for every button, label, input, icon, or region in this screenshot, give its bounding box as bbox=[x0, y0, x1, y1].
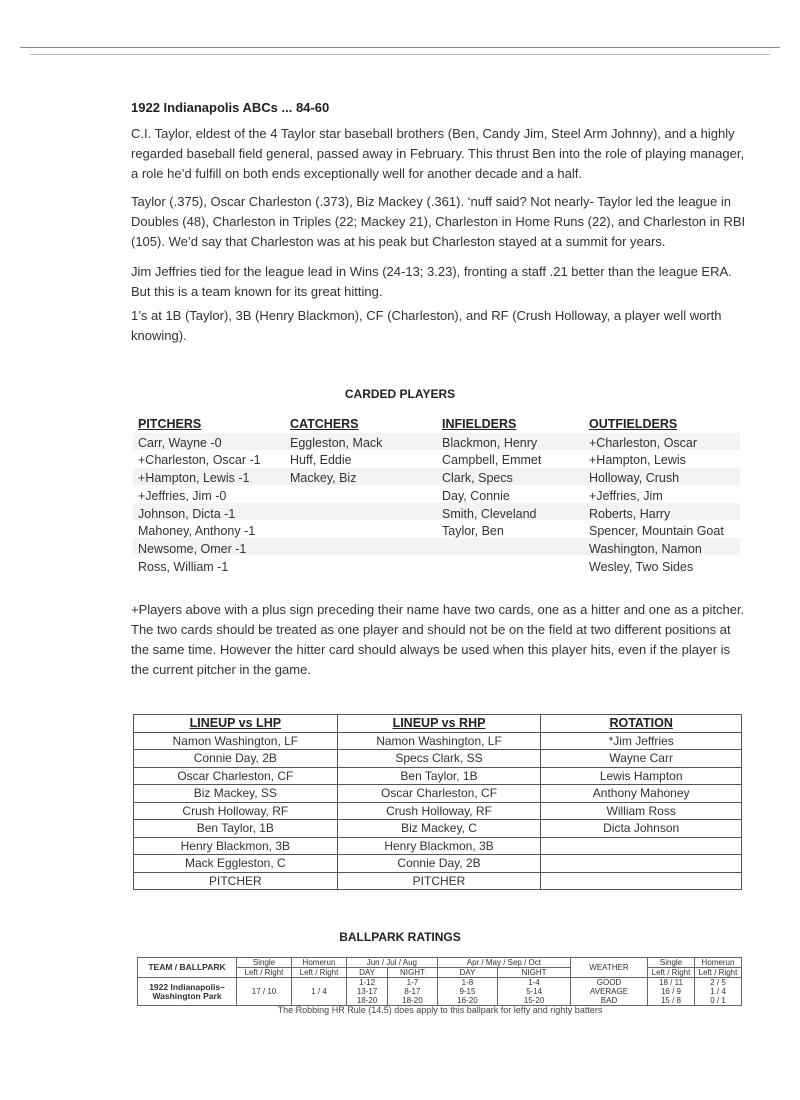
outfielder-item: Spencer, Mountain Goat bbox=[589, 524, 724, 539]
catchers-header: CATCHERS bbox=[290, 417, 359, 431]
table-row bbox=[134, 820, 742, 838]
outfielder-item: Washington, Namon bbox=[589, 541, 702, 556]
range-value: 18-20 bbox=[356, 996, 378, 1005]
lineup-lhp-header: LINEUP vs LHP bbox=[134, 715, 338, 733]
ballpark-table bbox=[137, 957, 742, 1006]
table-row bbox=[134, 767, 742, 785]
amso-header: Apr / May / Sep / Oct bbox=[437, 958, 570, 968]
plus-sign-note: +Players above with a plus sign preceding their name have two cards, one as a hitter and one as a pitcher. The two cards should be treated as one player and should not be on the field at two different positions at the same time. However the hitter card should always be used when this player hits, even if the player is the current pitcher in the game. bbox=[131, 602, 745, 677]
amso-night-values bbox=[498, 978, 571, 1006]
pitcher-item: +Jeffries, Jim -0 bbox=[138, 488, 227, 503]
infielders-column bbox=[442, 416, 541, 541]
rhp-cell: Ben Taylor, 1B bbox=[337, 767, 541, 785]
single-value: 17 / 10 bbox=[237, 978, 292, 1006]
rotation-cell: Wayne Carr bbox=[541, 750, 742, 768]
range-value: 16-20 bbox=[457, 996, 478, 1005]
intro-paragraph-1: C.I. Taylor, eldest of the 4 Taylor star baseball brothers (Ben, Candy Jim, Steel Arm Johnny), and a highly regarded baseball field general, passed away in February. This thrust Ben into the role of playing manager, a role he’d fulfill on both ends exceptionally well for another decade and a half. bbox=[131, 126, 745, 181]
range-value: 13-17 bbox=[356, 987, 378, 996]
rhp-cell: Henry Blackmon, 3B bbox=[337, 837, 541, 855]
weather-homerun-value: 0 / 1 bbox=[710, 996, 726, 1005]
intro-paragraph-2: Taylor (.375), Oscar Charleston (.373), Biz Mackey (.361). ‘nuff said? Not nearly- Taylor led the league in Doubles (48), Charleston in Triples (22; Mackey 21), Charleston in Home Runs (22), and Charleston in RBI (105). We’d say that Charleston was at his peak but Charleston stayed at a summit for years. bbox=[131, 194, 746, 249]
team-ballpark-header: TEAM / BALLPARK bbox=[138, 958, 237, 978]
weather-single-value: 18 / 11 bbox=[659, 978, 683, 987]
weather-value: AVERAGE bbox=[589, 987, 629, 996]
table-row bbox=[134, 855, 742, 873]
lhp-cell: Oscar Charleston, CF bbox=[134, 767, 338, 785]
weather-single-value: 15 / 8 bbox=[660, 996, 681, 1005]
homerun-value: 1 / 4 bbox=[292, 978, 347, 1006]
lhp-cell: Ben Taylor, 1B bbox=[134, 820, 338, 838]
infielder-item: Taylor, Ben bbox=[442, 524, 504, 539]
weather-homerun-value: 1 / 4 bbox=[710, 987, 726, 996]
outfielder-item: Roberts, Harry bbox=[589, 506, 671, 521]
rotation-cell: Anthony Mahoney bbox=[541, 785, 742, 803]
robbing-hr-footnote: The Robbing HR Rule (14.5) does apply to this ballpark for lefty and righty batters bbox=[277, 1005, 603, 1015]
rhp-cell: Crush Holloway, RF bbox=[337, 802, 541, 820]
outfielder-item: +Hampton, Lewis bbox=[589, 453, 686, 468]
range-value: 1-12 bbox=[359, 978, 376, 987]
range-value: 1-7 bbox=[406, 978, 419, 987]
catcher-item: Huff, Eddie bbox=[290, 453, 352, 468]
weather-homerun-values bbox=[695, 978, 742, 1006]
table-row bbox=[134, 802, 742, 820]
rotation-cell: *Jim Jeffries bbox=[541, 732, 742, 750]
outfielders-header: OUTFIELDERS bbox=[589, 417, 678, 431]
weather-header: WEATHER bbox=[571, 958, 648, 978]
catcher-item: Eggleston, Mack bbox=[290, 435, 383, 450]
lhp-cell: PITCHER bbox=[134, 872, 338, 890]
table-row bbox=[134, 732, 742, 750]
rotation-cell bbox=[541, 837, 742, 855]
jja-day-values bbox=[347, 978, 388, 1006]
table-row bbox=[134, 837, 742, 855]
jja-night-values bbox=[388, 978, 438, 1006]
page-title: 1922 Indianapolis ABCs ... 84-60 bbox=[131, 100, 330, 115]
pitcher-item: Ross, William -1 bbox=[138, 559, 229, 574]
range-value: 5-14 bbox=[526, 987, 543, 996]
rotation-cell: William Ross bbox=[541, 802, 742, 820]
jja-night-label: NIGHT bbox=[388, 968, 438, 978]
outfielder-item: +Charleston, Oscar bbox=[589, 435, 698, 450]
lhp-cell: Mack Eggleston, C bbox=[134, 855, 338, 873]
range-value: 1-4 bbox=[528, 978, 540, 987]
rotation-cell bbox=[541, 872, 742, 890]
rhp-cell: PITCHER bbox=[337, 872, 541, 890]
jja-header: Jun / Jul / Aug bbox=[347, 958, 438, 968]
homerun-header: Homerun bbox=[292, 958, 347, 968]
team-name-line-2: Washington Park bbox=[152, 990, 222, 1001]
weather-value: BAD bbox=[600, 996, 618, 1005]
lhp-cell: Namon Washington, LF bbox=[134, 732, 338, 750]
weather-values bbox=[571, 978, 648, 1006]
range-value: 18-20 bbox=[402, 996, 423, 1005]
infielder-item: Blackmon, Henry bbox=[442, 435, 538, 450]
ballpark-header-row bbox=[138, 958, 742, 968]
lhp-cell: Biz Mackey, SS bbox=[134, 785, 338, 803]
weather-single-header: Single bbox=[648, 958, 695, 968]
rotation-cell bbox=[541, 855, 742, 873]
pitcher-item: Newsome, Omer -1 bbox=[138, 541, 247, 556]
homerun-lr-label: Left / Right bbox=[292, 968, 347, 978]
weather-value: GOOD bbox=[596, 978, 622, 987]
amso-day-values bbox=[437, 978, 497, 1006]
top-rule-secondary bbox=[30, 54, 770, 55]
pitcher-item: +Charleston, Oscar -1 bbox=[138, 453, 261, 468]
table-row bbox=[134, 750, 742, 768]
infielder-item: Campbell, Emmet bbox=[442, 453, 542, 468]
intro-paragraph-4: 1’s at 1B (Taylor), 3B (Henry Blackmon), CF (Charleston), and RF (Crush Holloway, a player well worth knowing). bbox=[131, 308, 722, 343]
outfielder-item: Wesley, Two Sides bbox=[589, 559, 694, 574]
rotation-cell: Lewis Hampton bbox=[541, 767, 742, 785]
team-name-cell bbox=[138, 978, 237, 1006]
range-value: 9-15 bbox=[459, 987, 476, 996]
single-header: Single bbox=[237, 958, 292, 968]
single-lr-label: Left / Right bbox=[237, 968, 292, 978]
lineup-rhp-header: LINEUP vs RHP bbox=[337, 715, 541, 733]
range-value: 1-8 bbox=[461, 978, 474, 987]
pitchers-header: PITCHERS bbox=[138, 417, 202, 431]
range-value: 8-17 bbox=[404, 987, 421, 996]
weather-single-values bbox=[648, 978, 695, 1006]
catchers-column bbox=[290, 416, 382, 488]
amso-night-label: NIGHT bbox=[498, 968, 571, 978]
rhp-cell: Biz Mackey, C bbox=[337, 820, 541, 838]
lhp-cell: Henry Blackmon, 3B bbox=[134, 837, 338, 855]
lhp-cell: Crush Holloway, RF bbox=[134, 802, 338, 820]
pitcher-item: +Hampton, Lewis -1 bbox=[138, 471, 250, 486]
weather-homerun-lr-label: Left / Right bbox=[695, 968, 742, 978]
pitcher-item: Carr, Wayne -0 bbox=[138, 435, 222, 450]
intro-paragraph-3: Jim Jeffries tied for the league lead in Wins (24-13; 3.23), fronting a staff .21 better than the league ERA. But this is a team known for its great hitting. bbox=[131, 264, 732, 299]
outfielder-item: Holloway, Crush bbox=[589, 471, 680, 486]
amso-day-label: DAY bbox=[437, 968, 497, 978]
weather-single-lr-label: Left / Right bbox=[648, 968, 695, 978]
weather-homerun-value: 2 / 5 bbox=[710, 978, 726, 987]
rhp-cell: Namon Washington, LF bbox=[337, 732, 541, 750]
pitcher-item: Mahoney, Anthony -1 bbox=[138, 524, 256, 539]
infielder-item: Clark, Specs bbox=[442, 471, 513, 486]
jja-day-label: DAY bbox=[347, 968, 388, 978]
lhp-cell: Connie Day, 2B bbox=[134, 750, 338, 768]
rotation-header: ROTATION bbox=[541, 715, 742, 733]
lineup-header-row bbox=[134, 715, 742, 733]
infielder-item: Day, Connie bbox=[442, 488, 510, 503]
range-value: 15-20 bbox=[523, 996, 545, 1005]
rhp-cell: Oscar Charleston, CF bbox=[337, 785, 541, 803]
carded-players-title: CARDED PLAYERS bbox=[344, 387, 456, 401]
catcher-item: Mackey, Biz bbox=[290, 471, 357, 486]
infielders-header: INFIELDERS bbox=[442, 417, 517, 431]
weather-single-value: 16 / 9 bbox=[660, 987, 681, 996]
table-row bbox=[134, 785, 742, 803]
infielder-item: Smith, Cleveland bbox=[442, 506, 537, 521]
top-rule bbox=[20, 47, 780, 48]
ballpark-ratings-title: BALLPARK RATINGS bbox=[339, 930, 461, 944]
rhp-cell: Specs Clark, SS bbox=[337, 750, 541, 768]
weather-homerun-header: Homerun bbox=[695, 958, 742, 968]
ballpark-data-row bbox=[138, 978, 742, 1006]
lineup-table bbox=[133, 714, 742, 890]
pitchers-column bbox=[138, 416, 261, 576]
rotation-cell: Dicta Johnson bbox=[541, 820, 742, 838]
table-row bbox=[134, 872, 742, 890]
pitcher-item: Johnson, Dicta -1 bbox=[138, 506, 236, 521]
team-name-line-1: 1922 Indianapolis– bbox=[149, 981, 225, 992]
rhp-cell: Connie Day, 2B bbox=[337, 855, 541, 873]
outfielders-column bbox=[589, 416, 724, 576]
outfielder-item: +Jeffries, Jim bbox=[589, 488, 663, 503]
